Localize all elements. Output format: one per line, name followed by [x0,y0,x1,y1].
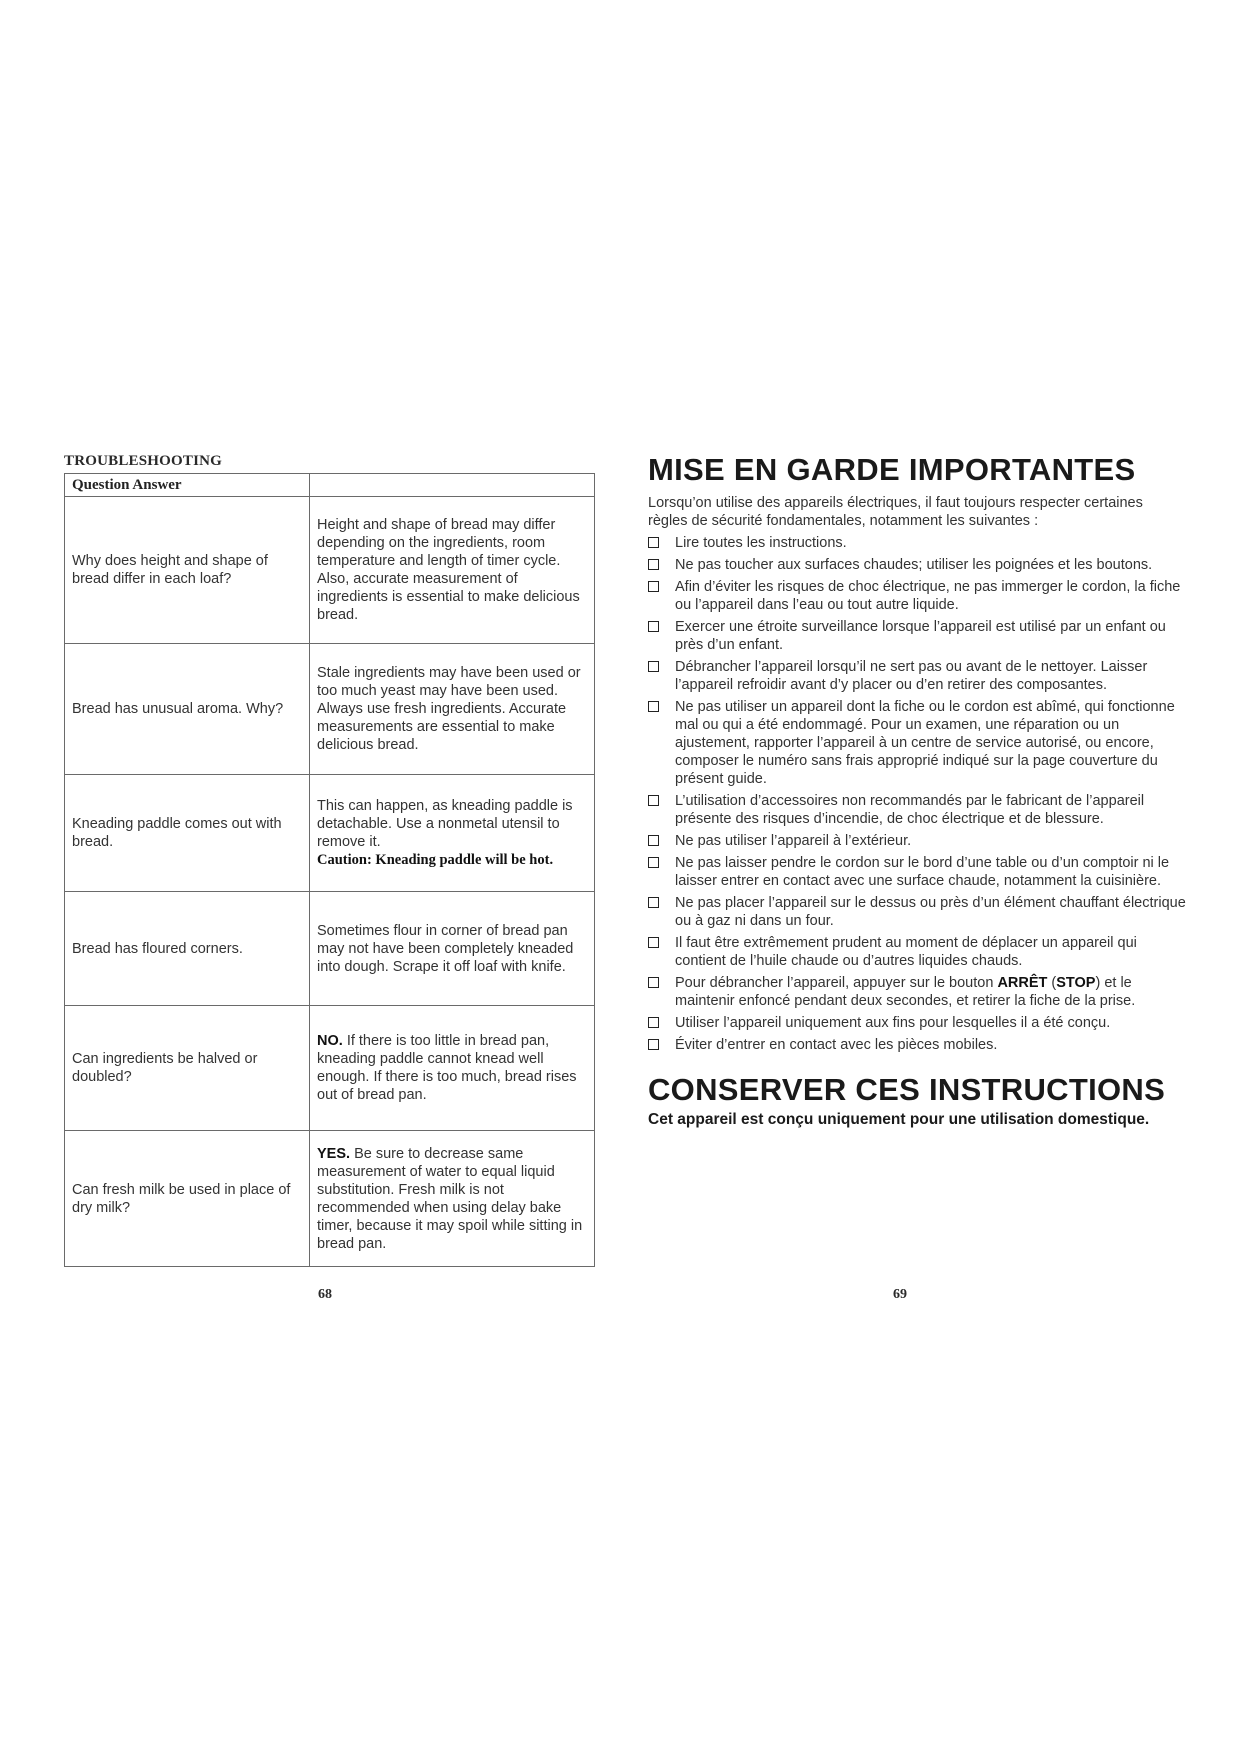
keep-instructions-subtitle: Cet appareil est conçu uniquement pour une utilisation domestique. [648,1111,1150,1128]
answer-cell [310,1006,595,1131]
checkbox-icon [648,661,659,672]
answer-lead: NO. [317,1033,343,1049]
checkbox-icon [648,581,659,592]
checkbox-icon [648,857,659,868]
question-cell: Bread has floured corners. [65,892,310,1006]
list-item: Ne pas utiliser un appareil dont la fiche ou le cordon est abîmé, qui fonctionne mal ou qui a été endommagé. Pour un examen, une réparation ou un ajustement, rapporter l’appareil à un centre de service autorisé, ou encore, composer le numéro sans frais approprié indiqué sur la page couverture du présent guide. [648,698,1188,788]
table-row [65,775,595,892]
checkbox-icon [648,621,659,632]
troubleshooting-title: TROUBLESHOOTING [64,453,223,469]
question-cell: Bread has unusual aroma. Why? [65,644,310,775]
keep-instructions-title: CONSERVER CES INSTRUCTIONS [648,1072,1166,1107]
checkbox-icon [648,937,659,948]
checkbox-icon [648,795,659,806]
table-row [65,497,595,644]
list-item: L’utilisation d’accessoires non recommandés par le fabricant de l’appareil présente des risques d’incendie, de choc électrique et de blessure. [648,792,1188,828]
list-item: Débrancher l’appareil lorsqu’il ne sert pas ou avant de le nettoyer. Laisser l’appareil refroidir avant d’y placer ou d’en retirer des composantes. [648,658,1188,694]
answer-lead: YES. [317,1145,351,1162]
list-item: Éviter d’entrer en contact avec les pièces mobiles. [648,1036,1188,1054]
answer-text: Height and shape of bread may differ depending on the ingredients, room temperature and length of timer cycle. Also, accurate measurement of ingredients is essential to make delicious bread. [317,517,580,623]
page-number-left: 68 [318,1287,332,1302]
question-cell: Can fresh milk be used in place of dry milk? [65,1131,310,1267]
list-item: Utiliser l’appareil uniquement aux fins pour lesquelles il a été conçu. [648,1014,1188,1032]
table-header-empty [310,474,595,497]
list-item: Lire toutes les instructions. [648,534,1188,552]
question-cell: Can ingredients be halved or doubled? [65,1006,310,1131]
list-item: Exercer une étroite surveillance lorsque l’appareil est utilisé par un enfant ou près d’un enfant. [648,618,1188,654]
list-item: Afin d’éviter les risques de choc électrique, ne pas immerger le cordon, la fiche ou l’appareil dans l’eau ou tout autre liquide. [648,578,1188,614]
answer-text: Be sure to decrease same measurement of water to equal liquid substitution. Fresh milk is not recommended when using delay bake timer, because it may spoil while sitting in bread pan. [317,1145,583,1252]
checkbox-icon [648,537,659,548]
list-item: Ne pas laisser pendre le cordon sur le bord d’une table ou d’un comptoir ni le laisser entrer en contact avec une surface chaude, notamment la cuisinière. [648,854,1188,890]
table-row [65,1131,595,1267]
troubleshooting-page [64,452,595,1267]
page-number-right: 69 [893,1287,907,1302]
answer-cell [310,497,595,644]
list-item: Il faut être extrêmement prudent au moment de déplacer un appareil qui contient de l’huile chaude ou d’autres liquides chauds. [648,934,1188,970]
checkbox-icon [648,977,659,988]
list-item: Ne pas toucher aux surfaces chaudes; utiliser les poignées et les boutons. [648,556,1188,574]
table-row [65,892,595,1006]
checkbox-icon [648,701,659,712]
answer-cell [310,644,595,775]
safety-page [648,452,1188,1130]
answer-text: Stale ingredients may have been used or too much yeast may have been used. Always use fresh ingredients. Accurate measurements are essential to make delicious bread. [317,665,581,753]
answer-cell [310,892,595,1006]
list-item: Ne pas placer l’appareil sur le dessus ou près d’un élément chauffant électrique ou à gaz ni dans un four. [648,894,1188,930]
answer-cell [310,775,595,892]
safety-list [648,534,1188,1054]
table-header-row [65,474,595,497]
list-item-stop: Pour débrancher l’appareil, appuyer sur le bouton ARRÊT (STOP) et le maintenir enfoncé pendant deux secondes, et retirer la fiche de la prise. [648,974,1188,1010]
answer-cell [310,1131,595,1267]
answer-text: If there is too little in bread pan, kneading paddle cannot knead well enough. If there is too much, bread rises out of bread pan. [317,1033,577,1103]
table-row [65,1006,595,1131]
checkbox-icon [648,1039,659,1050]
checkbox-icon [648,1017,659,1028]
answer-text: This can happen, as kneading paddle is detachable. Use a nonmetal utensil to remove it. [317,798,573,850]
checkbox-icon [648,897,659,908]
troubleshooting-table [64,473,595,1267]
question-cell: Why does height and shape of bread differ in each loaf? [65,497,310,644]
question-cell: Kneading paddle comes out with bread. [65,775,310,892]
answer-text: Sometimes flour in corner of bread pan may not have been completely kneaded into dough. Scrape it off loaf with knife. [317,922,574,975]
checkbox-icon [648,559,659,570]
table-row [65,644,595,775]
checkbox-icon [648,835,659,846]
caution-text: Caution: Kneading paddle will be hot. [317,852,554,868]
list-item: Ne pas utiliser l’appareil à l’extérieur. [648,832,1188,850]
safety-title: MISE EN GARDE IMPORTANTES [648,452,1136,487]
safety-intro: Lorsqu’on utilise des appareils électriques, il faut toujours respecter certaines règles de sécurité fondamentales, notamment les suivantes : [648,495,1143,529]
table-header: Question Answer [65,474,310,497]
